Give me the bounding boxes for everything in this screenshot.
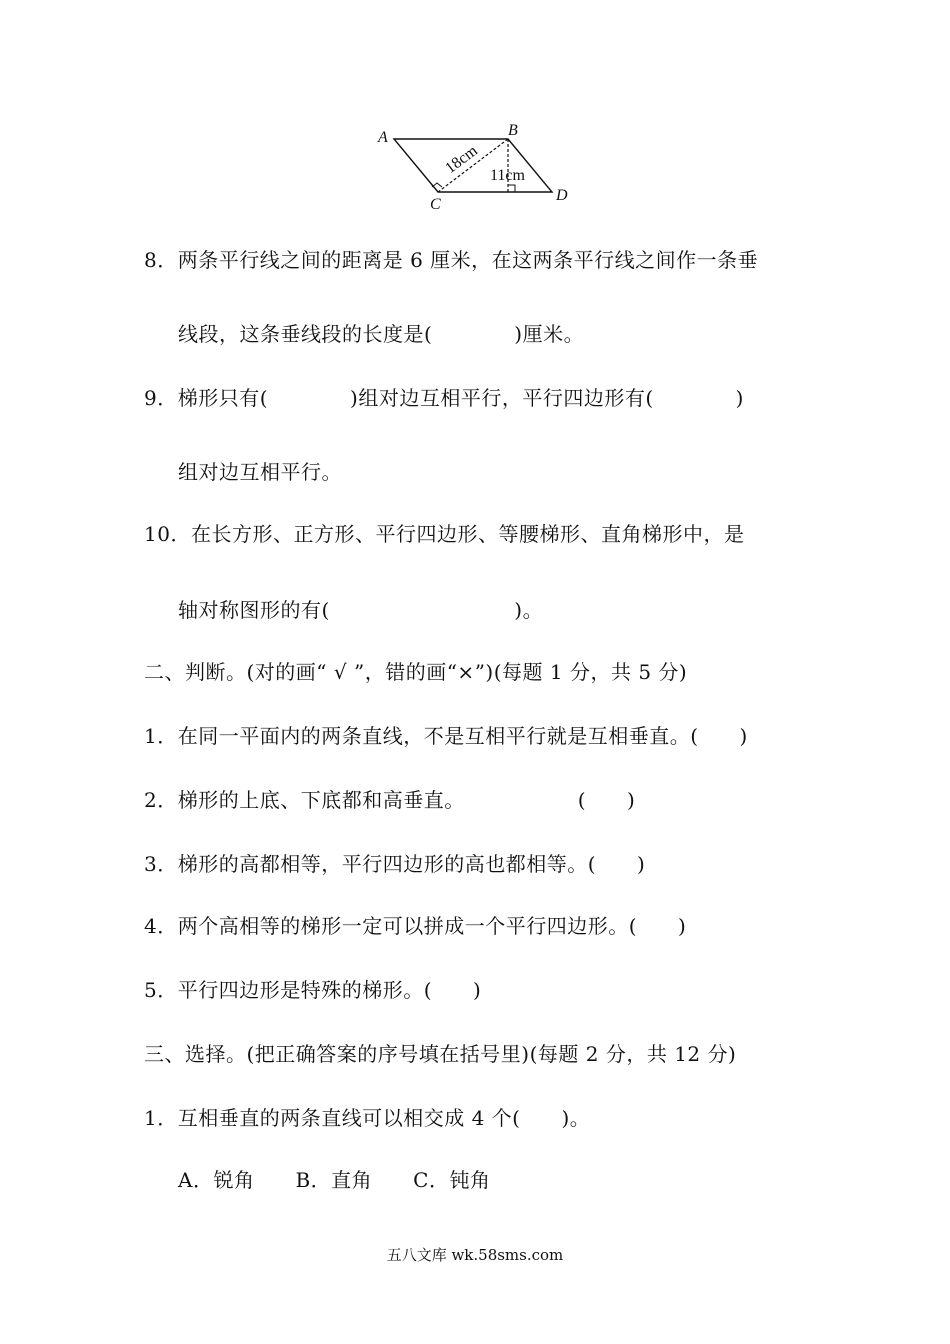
question-8-line-1: 8．两条平行线之间的距离是 6 厘米，在这两条平行线之间作一条垂 [144, 248, 759, 272]
question-9-line-2: 组对边互相平行。 [178, 460, 342, 484]
choice-item-1-options: A．锐角 B．直角 C．钝角 [178, 1168, 491, 1192]
judge-item-4: 4．两个高相等的梯形一定可以拼成一个平行四边形。( ) [144, 914, 687, 938]
vertex-a-label: A [378, 129, 388, 146]
diagonal-length-label: 18cm [442, 142, 481, 178]
section-3-heading: 三、选择。(把正确答案的序号填在括号里)(每题 2 分，共 12 分) [144, 1042, 737, 1066]
parallelogram-figure [372, 120, 582, 212]
section-2-heading: 二、判断。(对的画“ √ ”，错的画“×”)(每题 1 分，共 5 分) [144, 660, 688, 684]
question-10-line-1: 10．在长方形、正方形、平行四边形、等腰梯形、直角梯形中，是 [144, 522, 745, 546]
right-angle-mark-height [508, 185, 515, 192]
judge-item-3: 3．梯形的高都相等，平行四边形的高也都相等。( ) [144, 852, 646, 876]
vertex-d-label: D [556, 187, 568, 204]
judge-item-5: 5．平行四边形是特殊的梯形。( ) [144, 978, 482, 1002]
vertex-c-label: C [430, 196, 441, 212]
question-9-line-1: 9．梯形只有( )组对边互相平行，平行四边形有( ) [144, 386, 744, 410]
page-footer: 五八文库 wk.58sms.com [386, 1246, 564, 1264]
question-8-line-2: 线段，这条垂线段的长度是( )厘米。 [178, 322, 585, 346]
choice-item-1: 1．互相垂直的两条直线可以相交成 4 个( )。 [144, 1106, 591, 1130]
judge-item-2: 2．梯形的上底、下底都和高垂直。 ( ) [144, 788, 636, 812]
judge-item-1: 1．在同一平面内的两条直线，不是互相平行就是互相垂直。( ) [144, 724, 748, 748]
vertex-b-label: B [508, 122, 518, 139]
question-10-line-2: 轴对称图形的有( )。 [178, 598, 544, 622]
height-length-label: 11cm [490, 167, 525, 184]
right-angle-mark-diagonal [432, 183, 442, 187]
